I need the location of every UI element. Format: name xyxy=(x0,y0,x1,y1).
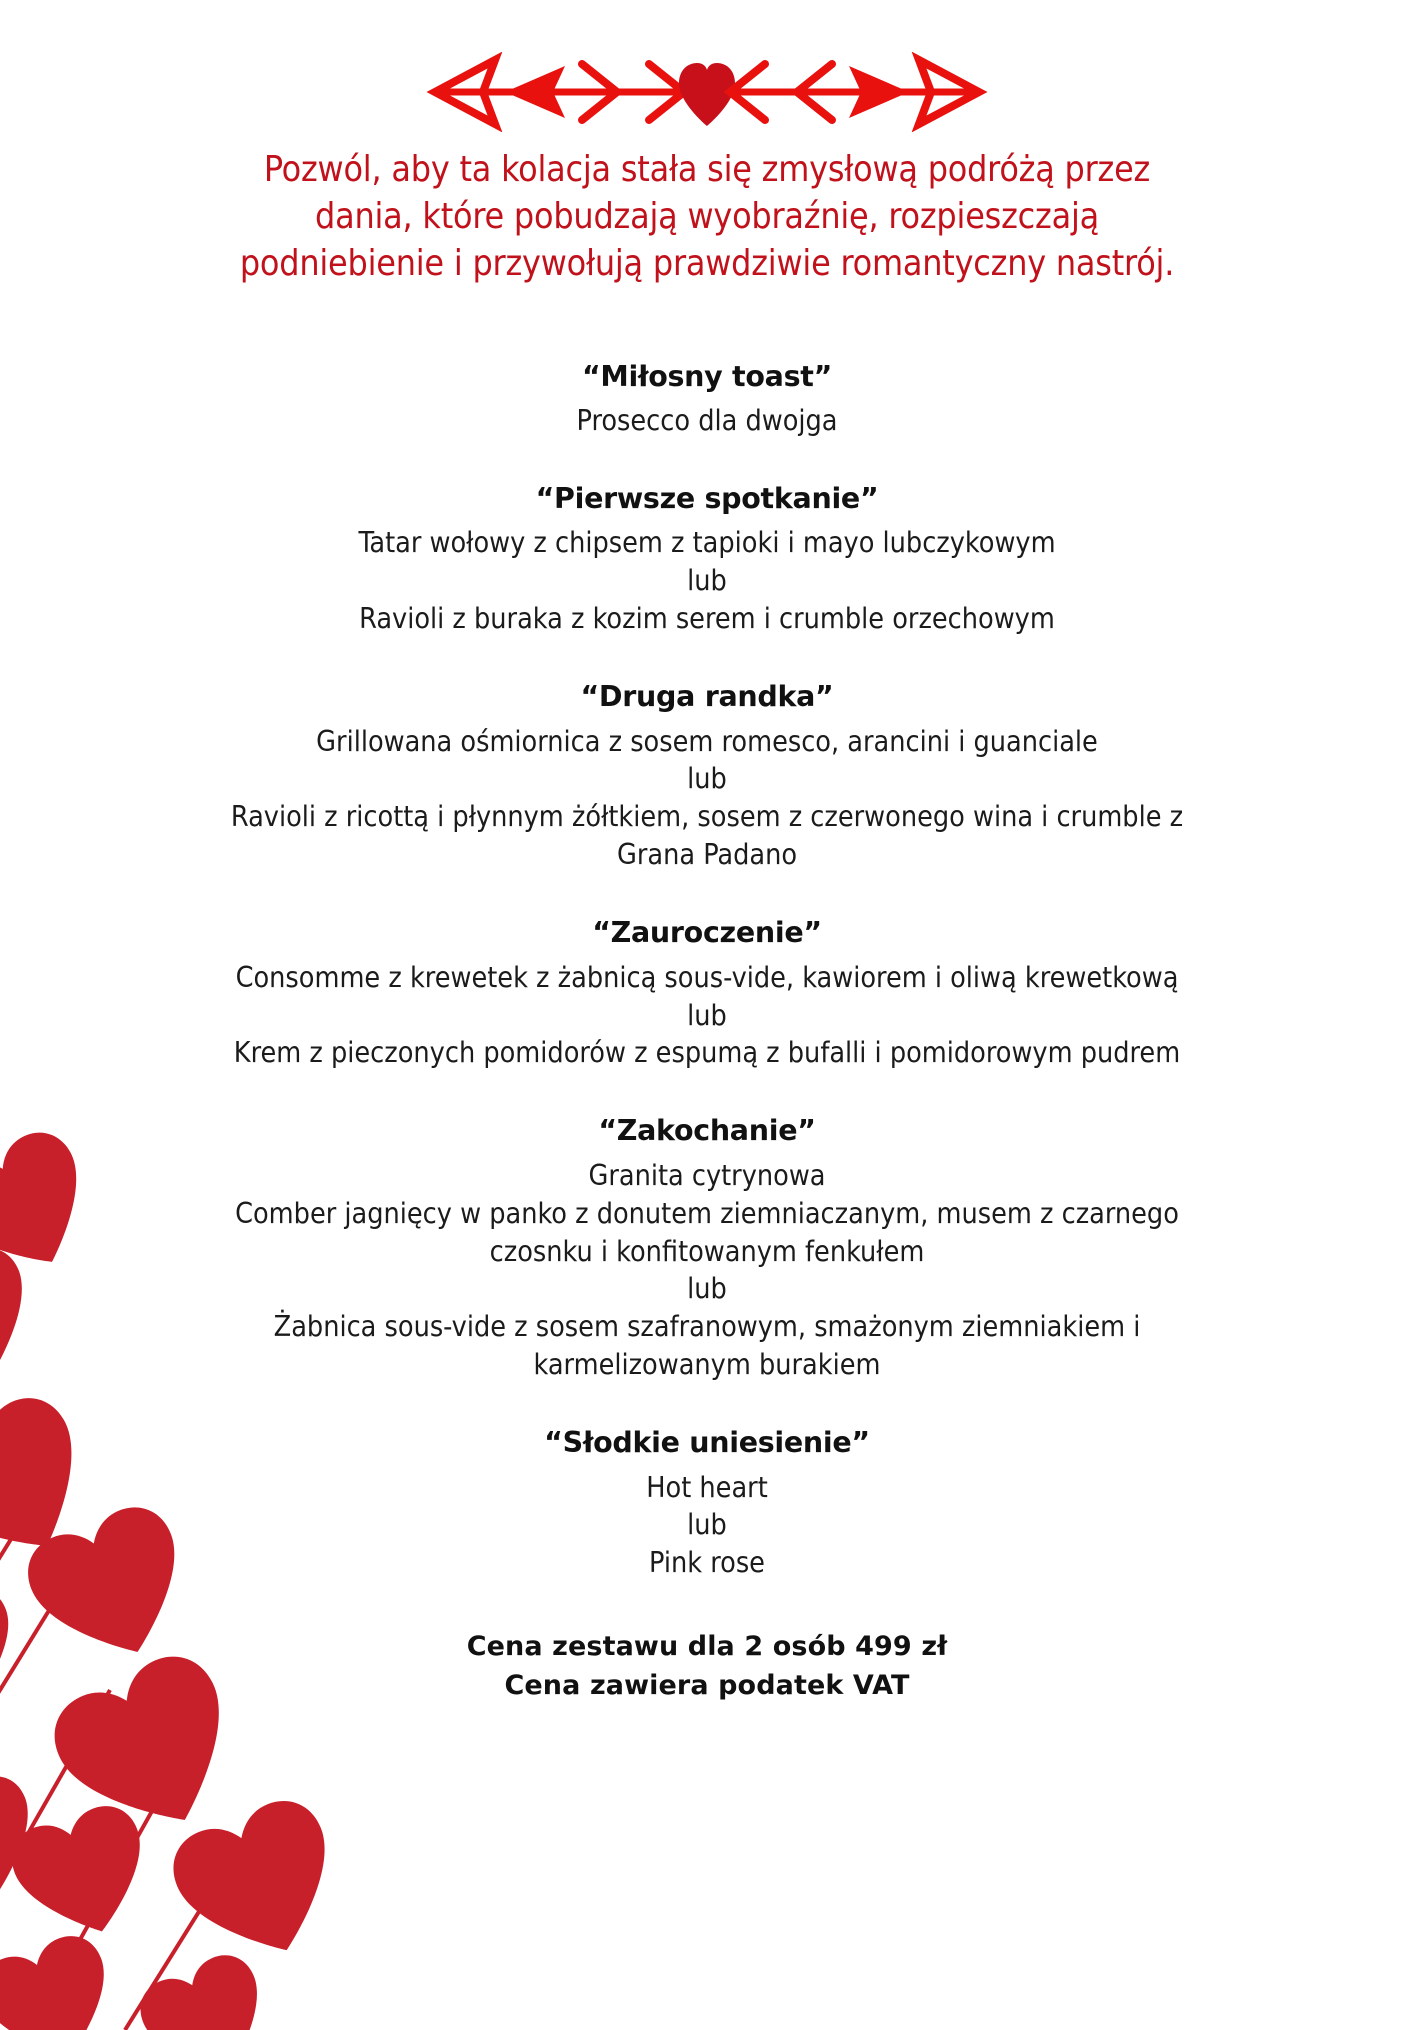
course-item xyxy=(0,480,1414,638)
course-item xyxy=(0,914,1414,1072)
dish-option: Consomme z krewetek z żabnicą sous-vide, kawiorem i oliwą krewetkową xyxy=(235,960,1179,994)
dish-option: Comber jagnięcy w panko z donutem ziemniaczanym, musem z czarnego czosnku i konfitowanym fenkułem xyxy=(235,1196,1179,1268)
option-separator: lub xyxy=(687,564,727,598)
dish-option: Żabnica sous-vide z sosem szafranowym, smażonym ziemniakiem i karmelizowanym burakiem xyxy=(273,1310,1141,1382)
arrow-heart-divider xyxy=(0,52,1414,132)
option-separator: lub xyxy=(687,762,727,796)
option-separator: lub xyxy=(687,1272,727,1306)
intro-paragraph: Pozwól, aby ta kolacja stała się zmysłową podróżą przez dania, które pobudzają wyobraźnię, rozpieszczają podniebienie i przywołują prawdziwie romantyczny nastrój. xyxy=(239,149,1175,285)
course-title: “Zauroczenie” xyxy=(592,916,822,950)
course-title: “Druga randka” xyxy=(580,680,834,714)
price-vat-note: Cena zawiera podatek VAT xyxy=(504,1669,910,1701)
option-separator: lub xyxy=(687,1508,727,1542)
course-title: “Pierwsze spotkanie” xyxy=(535,481,879,515)
dish-option: Tatar wołowy z chipsem z tapioki i mayo lubczykowym xyxy=(358,526,1056,560)
price-block xyxy=(0,1628,1414,1705)
price-total: Cena zestawu dla 2 osób 499 zł xyxy=(466,1631,948,1663)
course-item xyxy=(0,358,1414,440)
course-list xyxy=(0,358,1414,1583)
course-item xyxy=(0,1112,1414,1384)
dish-option: Pink rose xyxy=(649,1546,765,1580)
dish-option: Grillowana ośmiornica z sosem romesco, arancini i guanciale xyxy=(316,724,1098,758)
course-title: “Słodkie uniesienie” xyxy=(544,1426,870,1460)
course-title: “Miłosny toast” xyxy=(581,359,833,393)
dish-option: Ravioli z buraka z kozim serem i crumble orzechowym xyxy=(359,602,1055,636)
dish-option: Ravioli z ricottą i płynnym żółtkiem, sosem z czerwonego wina i crumble z Grana Padano xyxy=(230,800,1184,872)
option-separator: lub xyxy=(687,998,727,1032)
dish-option: Krem z pieczonych pomidorów z espumą z bufalli i pomidorowym pudrem xyxy=(233,1036,1181,1070)
course-title: “Zakochanie” xyxy=(598,1114,816,1148)
dish-option: Hot heart xyxy=(646,1470,768,1504)
course-item xyxy=(0,1424,1414,1582)
menu-content xyxy=(0,146,1414,1705)
dish-intro-line: Granita cytrynowa xyxy=(588,1158,826,1192)
dish-option: Prosecco dla dwojga xyxy=(576,404,838,438)
course-item xyxy=(0,678,1414,874)
